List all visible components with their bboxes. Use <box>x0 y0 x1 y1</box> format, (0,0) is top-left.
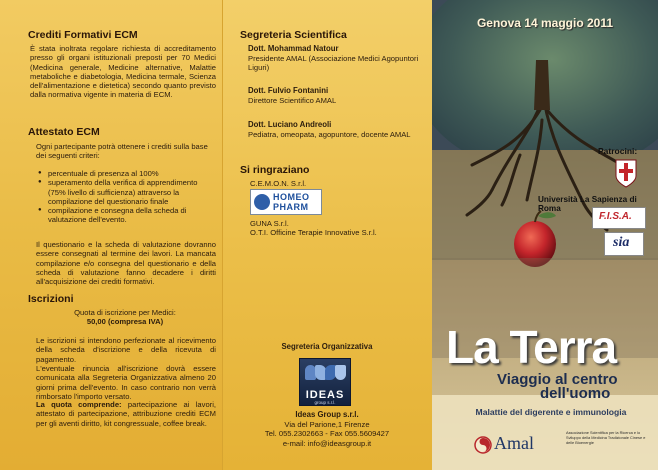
patron-crest-icon <box>610 158 642 188</box>
homeopharm-logo-text-2: PHARM <box>273 202 309 212</box>
person-role: Direttore Scientifico AMAL <box>248 95 337 105</box>
sponsor-name: O.T.I. Officine Terapie Innovative S.r.l. <box>250 228 377 237</box>
sia-logo-text: sia <box>613 235 630 250</box>
ideas-logo-subtext: group s.r.l. <box>314 400 336 405</box>
ideas-cell-icon <box>335 365 346 380</box>
quota-value: 50,00 (compresa IVA) <box>86 317 164 327</box>
amal-logo-icon <box>474 436 492 454</box>
criteria-item: ● compilazione e consegna della scheda di valutazione dell'evento. <box>36 206 216 225</box>
person-role: Presidente AMAL (Associazione Medici Agopuntori Liguri) <box>248 53 419 72</box>
sia-logo <box>604 232 644 256</box>
cover-subtitle-line-2: dell'uomo <box>540 385 611 402</box>
criteria-item: ● percentuale di presenza al 100% <box>36 169 216 178</box>
rinuncia-paragraph: L'eventuale rinuncia all'iscrizione dovrà essere comunicata alla Segreteria Organizzativa almeno 20 giorni prima dell'evento. In caso contrario non verrà rimborsato l'importo versato. <box>36 364 216 401</box>
cover-subtitle-line-1: Viaggio al centro <box>497 371 618 388</box>
event-date: Genova 14 maggio 2011 <box>476 16 614 30</box>
ringraziamenti-heading: Si ringraziano <box>240 164 310 176</box>
crediti-paragraph: È stata inoltrata regolare richiesta di accreditamento presso gli organi istituzionali preposti per 70 Medici (Medicina generale, Medicine alternative, Malattie metaboliche e diabetologia, Medicina termale, Scienza dell'alimentazione e dietetica) secondo quanto previsto dalla normativa vigente in materia di ECM. <box>30 44 216 100</box>
quota-label: Quota di iscrizione per Medici: <box>74 308 176 317</box>
attestato-heading: Attestato ECM <box>28 126 100 138</box>
org-address: Via del Parione,1 Firenze <box>284 420 370 429</box>
crediti-heading: Crediti Formativi ECM <box>28 29 138 41</box>
iscrizioni-paragraph: Le iscrizioni si intendono perfezionate al ricevimento della scheda d'iscrizione e della ricevuta di pagamento. <box>36 336 216 364</box>
attestato-paragraph: Ogni partecipante potrà ottenere i crediti sulla base dei seguenti criteri: <box>36 142 208 161</box>
iscrizioni-heading: Iscrizioni <box>28 293 74 305</box>
quota-block <box>40 308 210 327</box>
organizer-contact <box>222 410 432 448</box>
cover-topic: Malattie del digerente e immunologia <box>475 407 627 417</box>
person-block <box>248 120 428 139</box>
person-name: Dott. Fulvio Fontanini <box>248 86 329 95</box>
person-name: Dott. Mohammad Natour <box>248 44 339 53</box>
segreteria-organizzativa-heading: Segreteria Organizzativa <box>281 342 373 351</box>
questionario-paragraph: Il questionario e la scheda di valutazione dovranno essere consegnati al termine dei lavori. La mancata compilazione e/o consegna del questionario e della scheda di valutazione fanno decadere i diritti all'acquisizione dei crediti formativi. <box>36 240 216 287</box>
criteria-list <box>36 169 216 225</box>
fisa-logo <box>592 207 646 229</box>
person-role: Pediatra, omeopata, agopuntore, docente AMAL <box>248 129 411 139</box>
ideas-logo-text: IDEAS <box>305 389 345 401</box>
segreteria-scientifica-heading: Segreteria Scientifica <box>240 29 347 41</box>
amal-description: Associazione Scientifica per la Ricerca e lo Sviluppo della Medicina Tradizionale Cinese e delle Bioenergie <box>566 430 646 445</box>
homeopharm-logo-text-1: HOMEO <box>273 192 310 202</box>
fisa-logo-text: F.I.S.A. <box>599 211 632 222</box>
person-block <box>248 44 428 72</box>
sponsor-name: GUNA S.r.l. <box>250 219 289 228</box>
org-phone: Tel. 055.2302663 - Fax 055.5609427 <box>264 429 390 439</box>
amal-wordmark: Amal <box>494 433 534 453</box>
comprende-text: partecipazione ai lavori, attestato di partecipazione, attribuzione crediti ECM per gli aventi diritto, kit congressuale, coffee break. <box>36 400 217 428</box>
criteria-item: ● superamento della verifica di apprendimento (75% livello di sufficienza) attraverso la compilazione del questionario finale <box>36 178 216 206</box>
comprende-paragraph <box>36 400 216 428</box>
person-name: Dott. Luciano Andreoli <box>248 120 332 129</box>
ideas-group-logo <box>299 358 351 406</box>
cover-title: La Terra <box>446 321 617 373</box>
university-patron: Università La Sapienza di Roma <box>538 195 637 213</box>
person-block <box>248 86 428 105</box>
sponsor-name: C.E.M.O.N. S.r.l. <box>250 179 307 188</box>
homeopharm-mark-icon <box>254 194 270 210</box>
tree-trunk <box>534 60 550 110</box>
comprende-label: La quota comprende: <box>36 400 122 409</box>
homeopharm-logo <box>250 189 322 215</box>
org-email: e-mail: info@ideasgroup.it <box>282 438 372 448</box>
org-name: Ideas Group s.r.l. <box>295 410 359 419</box>
patrocini-label: Patrocini: <box>598 146 638 156</box>
